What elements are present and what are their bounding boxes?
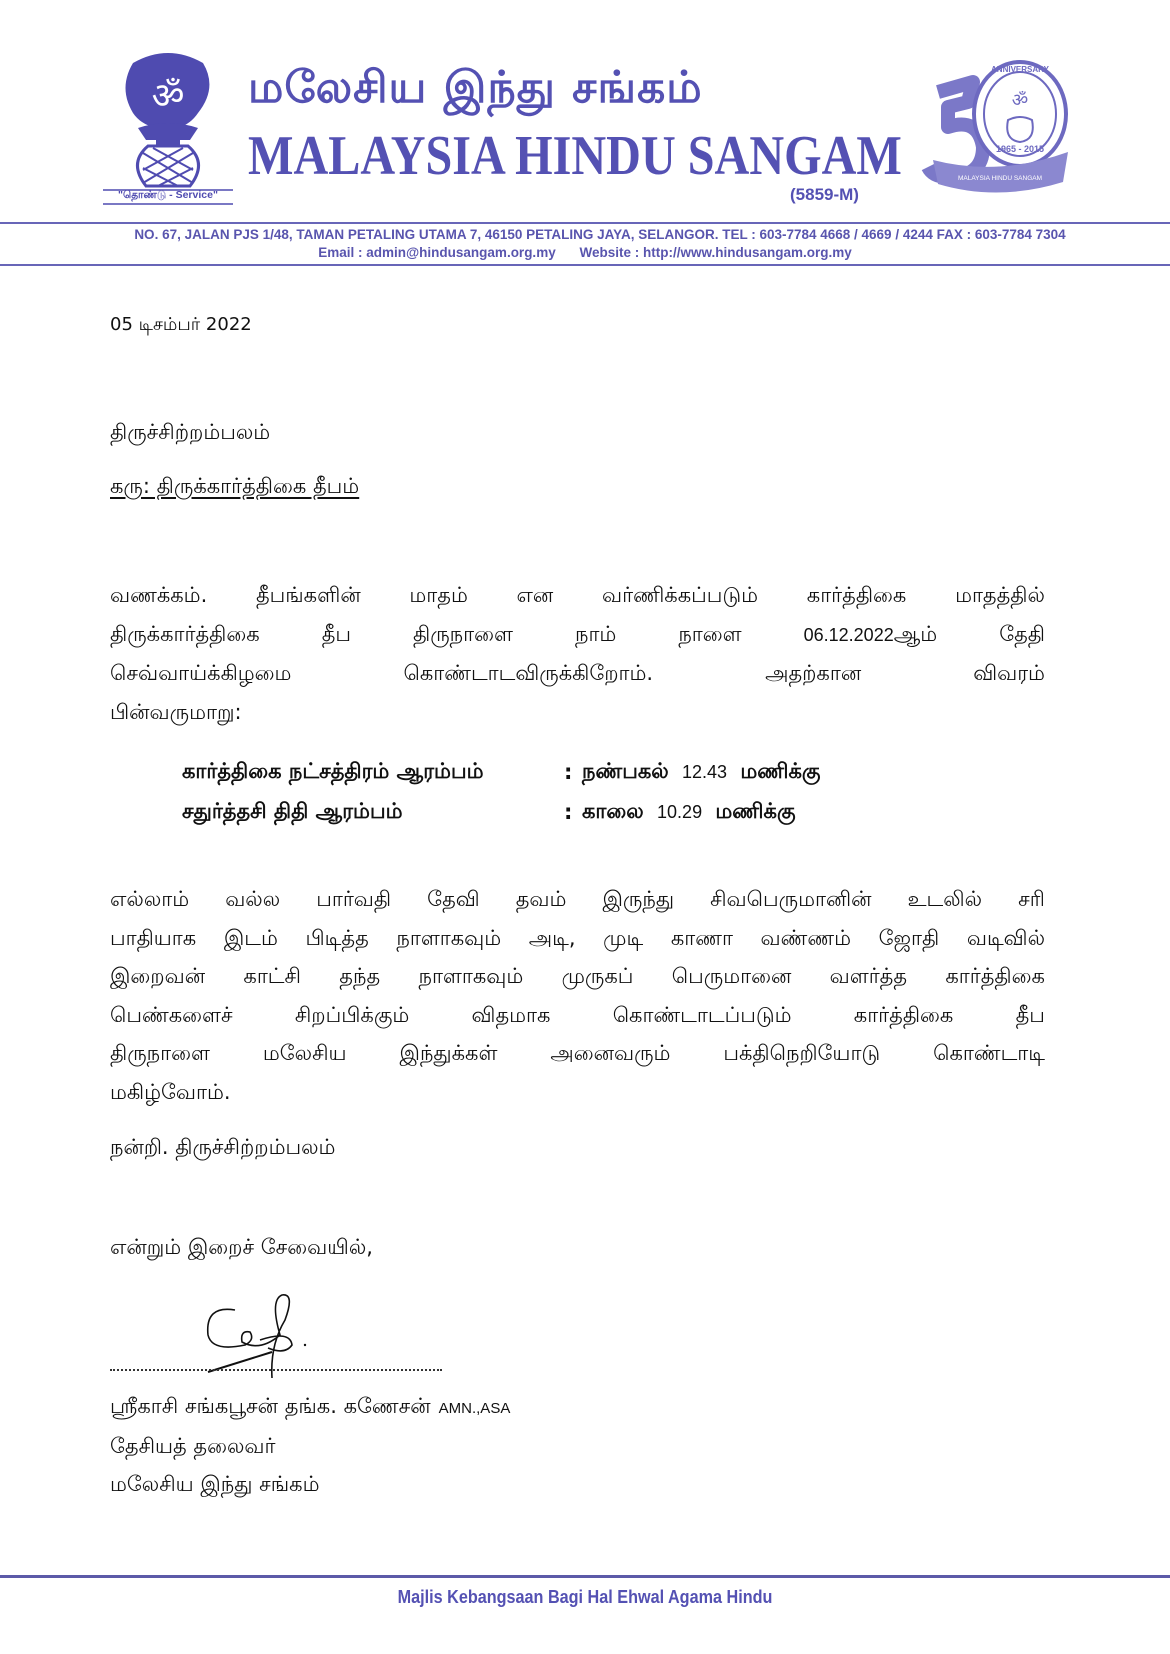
word: பெருமானை bbox=[671, 964, 792, 988]
word: கொண்டாடி bbox=[933, 1041, 1045, 1065]
word: 06.12.2022ஆம் bbox=[803, 621, 938, 646]
word: திருநாளை bbox=[110, 1041, 210, 1065]
post-nominals: AMN.,ASA bbox=[438, 1400, 511, 1417]
50th-anniversary-icon bbox=[918, 52, 1078, 202]
word: பெண்களைச் bbox=[110, 1002, 233, 1027]
word: வணக்கம். bbox=[110, 583, 208, 607]
word: தீப bbox=[321, 621, 351, 646]
closing-line: என்றும் இறைச் சேவையில், bbox=[110, 1235, 373, 1259]
word: சிவபெருமானின் bbox=[710, 887, 872, 911]
logo-caption: "தொண்டு - Service" bbox=[118, 189, 218, 201]
word: பக்திநெறியோடு bbox=[723, 1041, 881, 1065]
signatory-title: தேசியத் தலைவர் bbox=[110, 1434, 276, 1458]
word: கார்த்திகை bbox=[853, 1002, 954, 1027]
time-value: 12.43 bbox=[682, 761, 728, 782]
word: அடி, bbox=[528, 925, 576, 950]
word: அனைவரும் bbox=[550, 1041, 671, 1065]
word: திருநாளை bbox=[413, 621, 513, 646]
word: கொண்டாடவிருக்கிறோம். bbox=[403, 661, 654, 685]
svg-text:ॐ: ॐ bbox=[1011, 90, 1029, 111]
detail-colon: : bbox=[564, 760, 573, 784]
name-text: ஸ்ரீகாசி சங்கபூசன் தங்க. கணேசன் bbox=[110, 1394, 431, 1418]
timing-details bbox=[182, 752, 820, 832]
signature-line bbox=[110, 1369, 442, 1371]
word: இடம் bbox=[223, 925, 278, 950]
anniversary-logo bbox=[918, 52, 1078, 202]
header-divider-top bbox=[0, 222, 1170, 224]
word: ஜோதி bbox=[878, 925, 940, 950]
subject-line: கரு: திருக்கார்த்திகை தீபம் bbox=[110, 474, 360, 498]
word: வளர்த்த bbox=[829, 964, 908, 988]
time-suffix: மணிக்கு bbox=[740, 758, 821, 783]
word: செவ்வாய்க்கிழமை bbox=[110, 661, 292, 685]
signatory-organization: மலேசிய இந்து சங்கம் bbox=[110, 1472, 320, 1496]
word: கார்த்திகை bbox=[945, 964, 1045, 988]
signatory-name bbox=[110, 1394, 510, 1421]
word: மகிழ்வோம். bbox=[110, 1079, 231, 1104]
svg-text:ANNIVERSARY: ANNIVERSARY bbox=[991, 65, 1049, 74]
org-name-english: MALAYSIA HINDU SANGAM bbox=[248, 125, 902, 187]
word: இந்துக்கள் bbox=[399, 1041, 498, 1065]
svg-text:MALAYSIA HINDU SANGAM: MALAYSIA HINDU SANGAM bbox=[957, 175, 1043, 182]
org-name-tamil: மலேசிய இந்து சங்கம் bbox=[248, 62, 703, 113]
word: வடிவில் bbox=[966, 925, 1045, 950]
word: வர்ணிக்கப்படும் bbox=[602, 583, 759, 607]
word: மலேசிய bbox=[262, 1041, 347, 1065]
word: தவம் bbox=[515, 887, 567, 911]
word: நாம் bbox=[574, 621, 617, 646]
detail-colon: : bbox=[564, 800, 573, 824]
signature-icon bbox=[200, 1290, 340, 1380]
paragraph-line bbox=[110, 957, 1045, 996]
om-kalasam-icon bbox=[98, 48, 238, 208]
contact-line bbox=[0, 245, 1170, 260]
salutation: திருச்சிற்றம்பலம் bbox=[110, 420, 271, 444]
word: சரி bbox=[1018, 887, 1045, 911]
detail-value bbox=[582, 799, 796, 826]
paragraph-line bbox=[110, 996, 1045, 1035]
detail-label: கார்த்திகை நட்சத்திரம் ஆரம்பம் bbox=[182, 758, 484, 783]
svg-text:1965 - 2015: 1965 - 2015 bbox=[995, 144, 1045, 154]
word: முருகப் bbox=[561, 964, 634, 988]
address-line: NO. 67, JALAN PJS 1/48, TAMAN PETALING UTAMA 7, 46150 PETALING JAYA, SELANGOR. TEL : 603-7784 4668 / 4669 / 4244 FAX : 603-7784 7304 bbox=[134, 227, 1066, 242]
word: நாளாகவும் bbox=[418, 964, 524, 988]
registration-number: (5859-M) bbox=[790, 185, 859, 204]
detail-row-nakshatra bbox=[182, 752, 820, 792]
paragraph-significance bbox=[110, 880, 1045, 1111]
word: அதற்கான bbox=[765, 661, 862, 685]
paragraph-line bbox=[110, 919, 1045, 958]
paragraph-line bbox=[110, 615, 1045, 655]
word: தந்த bbox=[339, 964, 381, 988]
word: விவரம் bbox=[973, 661, 1045, 685]
word: இறைவன் bbox=[110, 964, 206, 988]
word: சிறப்பிக்கும் bbox=[294, 1002, 410, 1027]
word: தேவி bbox=[427, 887, 480, 911]
detail-value bbox=[582, 759, 820, 786]
letter-date: 05 டிசம்பர் 2022 bbox=[110, 314, 252, 335]
time-prefix: நண்பகல் bbox=[582, 758, 669, 783]
paragraph-line bbox=[110, 1034, 1045, 1073]
footer-text: Majlis Kebangsaan Bagi Hal Ehwal Agama Hindu bbox=[397, 1587, 773, 1607]
word: கார்த்திகை bbox=[806, 583, 907, 607]
thanks-line: நன்றி. திருச்சிற்றம்பலம் bbox=[110, 1135, 336, 1159]
word: மாதம் bbox=[409, 583, 468, 607]
word: முடி bbox=[603, 925, 644, 950]
word: பாதியாக bbox=[110, 925, 197, 950]
word: தேதி bbox=[999, 621, 1045, 646]
word: வல்ல bbox=[225, 887, 281, 911]
svg-text:ॐ: ॐ bbox=[151, 76, 185, 117]
email-text: Email : admin@hindusangam.org.my bbox=[318, 245, 556, 260]
word: பார்வதி bbox=[316, 887, 392, 911]
left-logo-om-emblem bbox=[98, 48, 238, 208]
website-text: Website : http://www.hindusangam.org.my bbox=[579, 245, 852, 260]
word: வண்ணம் bbox=[760, 925, 851, 950]
paragraph-line bbox=[110, 654, 1045, 693]
word: இருந்து bbox=[602, 887, 675, 911]
word: எல்லாம் bbox=[110, 887, 190, 911]
footer-divider bbox=[0, 1575, 1170, 1578]
word: தீப bbox=[1015, 1002, 1045, 1027]
word: திருக்கார்த்திகை bbox=[110, 621, 260, 646]
word: நாளாகவும் bbox=[396, 925, 502, 950]
time-value: 10.29 bbox=[657, 801, 703, 822]
word: விதமாக bbox=[471, 1002, 551, 1027]
time-suffix: மணிக்கு bbox=[715, 798, 796, 823]
word: காட்சி bbox=[243, 964, 301, 988]
word: நாளை bbox=[678, 621, 742, 646]
detail-label: சதுர்த்தசி திதி ஆரம்பம் bbox=[182, 798, 403, 823]
word: மாதத்தில் bbox=[955, 583, 1045, 607]
paragraph-line bbox=[110, 693, 1045, 732]
paragraph-line bbox=[110, 1073, 1045, 1112]
paragraph-line bbox=[110, 880, 1045, 919]
word: பிடித்த bbox=[305, 925, 369, 950]
detail-row-tithi bbox=[182, 792, 820, 832]
paragraph-intro bbox=[110, 576, 1045, 731]
word: காணா bbox=[670, 925, 733, 950]
time-prefix: காலை bbox=[582, 798, 644, 823]
word: உடலில் bbox=[907, 887, 983, 911]
word: தீபங்களின் bbox=[255, 583, 361, 607]
word: பின்வருமாறு: bbox=[110, 699, 242, 724]
word: கொண்டாடப்படும் bbox=[612, 1002, 792, 1027]
paragraph-line bbox=[110, 576, 1045, 615]
header-divider-bottom bbox=[0, 264, 1170, 266]
word: என bbox=[516, 583, 554, 607]
